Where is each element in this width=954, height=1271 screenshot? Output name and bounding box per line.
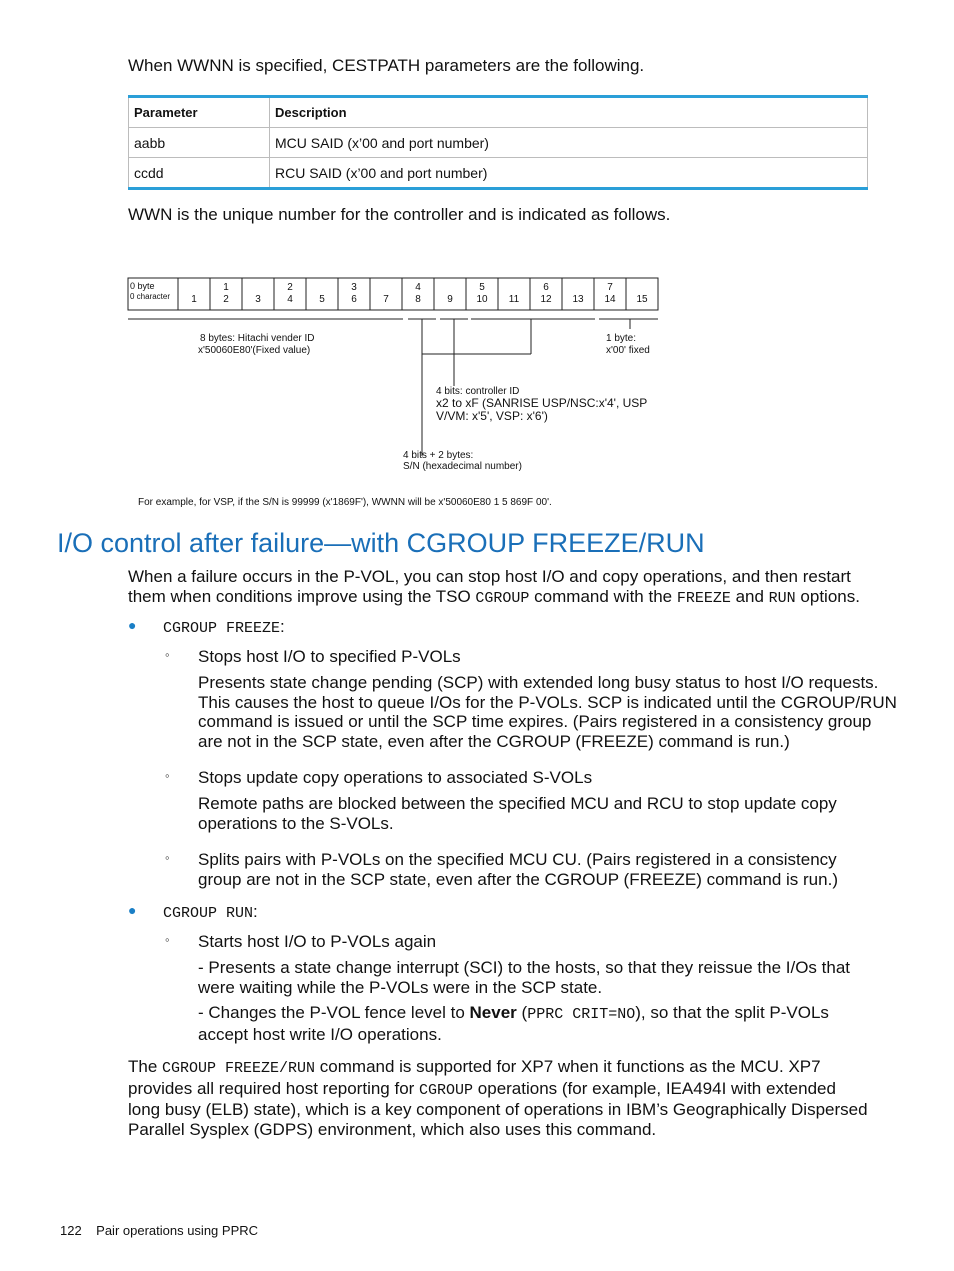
footer-title: Pair operations using PPRC (96, 1223, 259, 1238)
byte-index-label: 6 (543, 282, 549, 293)
text-span: : (253, 902, 258, 921)
list-item-title: Stops host I/O to specified P-VOLs (198, 647, 461, 666)
paragraph-line: Splits pairs with P-VOLs on the specified MCU CU. (Pairs registered in a consistency (198, 850, 837, 869)
code-span: PPRC CRIT=NO (527, 1006, 636, 1023)
paragraph-line: were waiting while the P-VOLs were in the SCP state. (198, 977, 603, 997)
freeze-heading (163, 617, 285, 639)
section-title: I/O control after failure—with CGROUP FREEZE/RUN (57, 528, 705, 558)
circle-bullet-icon: ◦ (165, 768, 170, 783)
text-span: provides all required host reporting for (128, 1078, 420, 1098)
sn-label: S/N (hexadecimal number) (403, 461, 522, 472)
run-heading (163, 902, 258, 924)
circle-bullet-icon: ◦ (165, 850, 170, 865)
controller-label: V/VM: x'5', VSP: x'6') (436, 409, 548, 423)
list-item-title: Stops update copy operations to associated S-VOLs (198, 768, 593, 787)
byte-index-label: 2 (287, 282, 293, 293)
paragraph-line (198, 1003, 829, 1025)
paragraph-line: - Presents a state change interrupt (SCI) to the hosts, so that they reissue the I/Os that (198, 958, 850, 977)
controller-label: x2 to xF (SANRISE USP/NSC:x'4', USP (436, 396, 648, 410)
page-number: 122 (60, 1223, 82, 1238)
circle-bullet-icon: ◦ (165, 647, 170, 662)
text-span: operations (for example, IEA494I with extended (473, 1078, 836, 1098)
text-span: ), so that the split P-VOLs (635, 1003, 829, 1022)
character-index-label: 7 (383, 294, 389, 305)
paragraph-line: operations to the S-VOLs. (198, 813, 394, 833)
paragraph-line: command is issued or until the SCP time expires. (Pairs registered in a consistency group (198, 712, 872, 731)
fixed-label: 1 byte: (606, 333, 637, 344)
circle-bullet-icon: ◦ (165, 932, 170, 947)
column-header: Description (270, 97, 868, 128)
paragraph-line (128, 587, 860, 609)
character-index-label: 3 (255, 294, 261, 305)
character-index-label: 8 (415, 294, 421, 305)
table-row (129, 128, 868, 158)
paragraph-line: Presents state change pending (SCP) with extended long busy status to host I/O requests. (198, 673, 879, 692)
character-index-label: 9 (447, 294, 453, 305)
sn-label: 4 bits + 2 bytes: (403, 450, 474, 461)
text-span: them when conditions improve using the TSO (128, 586, 476, 606)
page-footer (60, 1223, 258, 1238)
character-index-label: 2 (223, 294, 229, 305)
byte-index-label: 1 (223, 282, 229, 293)
wwn-diagram (120, 270, 680, 515)
table-cell: MCU SAID (x’00 and port number) (270, 128, 868, 158)
example-note: For example, for VSP, if the S/N is 99999 (x'1869F'), WWNN will be x'50060E80 1 5 869F 00'. (138, 497, 552, 508)
paragraph-line: Remote paths are blocked between the specified MCU and RCU to stop update copy (198, 794, 837, 813)
code-span: CGROUP FREEZE/RUN (162, 1060, 316, 1077)
table-cell: ccdd (129, 158, 270, 189)
controller-label: 4 bits: controller ID (436, 386, 520, 397)
text-span: : (280, 617, 285, 636)
paragraph-line (128, 1079, 868, 1101)
wwn-intro-text: WWN is the unique number for the controller and is indicated as follows. (128, 205, 671, 224)
byte-cell-row (128, 278, 658, 310)
paragraph-line: are not in the SCP state, even after the CGROUP (FREEZE) command is run.) (198, 731, 790, 751)
column-header: Parameter (129, 97, 270, 128)
first-cell-label: 0 byte (130, 281, 155, 291)
vendor-label: x'50060E80'(Fixed value) (198, 345, 311, 356)
character-index-label: 4 (287, 294, 293, 305)
code-span: CGROUP (475, 589, 530, 607)
list-item-body (198, 958, 850, 997)
byte-index-label: 3 (351, 282, 357, 293)
table-header-row (129, 97, 868, 128)
character-index-label: 1 (191, 294, 197, 305)
intro-paragraph (128, 567, 860, 608)
paragraph-line: This causes the host to queue I/Os for the P-VOLs. SCP is indicated until the CGROUP/RUN (198, 692, 897, 712)
text-span: command is supported for XP7 when it functions as the MCU. XP7 (315, 1057, 821, 1076)
character-index-label: 6 (351, 294, 357, 305)
paragraph-line: long busy (ELB) state), which is a key component of operations in IBM’s Geographically Dispersed (128, 1100, 868, 1119)
code-span: RUN (768, 589, 796, 607)
code-span: FREEZE (676, 589, 731, 607)
code-span: CGROUP FREEZE (163, 620, 281, 637)
text-span: The (128, 1057, 163, 1076)
character-index-label: 14 (604, 294, 616, 305)
paragraph-line: When a failure occurs in the P-VOL, you can stop host I/O and copy operations, and then restart (128, 567, 851, 586)
code-span: CGROUP (419, 1081, 474, 1099)
text-span: and (730, 586, 769, 606)
list-item-body (198, 673, 897, 751)
bold-span: Never (469, 1003, 517, 1022)
character-index-label: 12 (540, 294, 552, 305)
first-cell-label: 0 character (130, 292, 171, 301)
intro-text: When WWNN is specified, CESTPATH parameters are the following. (128, 56, 645, 75)
code-span: CGROUP RUN (163, 905, 254, 922)
vendor-label: 8 bytes: Hitachi vender ID (200, 333, 315, 344)
paragraph-line: Parallel Sysplex (GDPS) environment, which also uses this command. (128, 1119, 657, 1139)
character-index-label: 5 (319, 294, 325, 305)
fixed-label: x'00' fixed (606, 345, 650, 356)
text-span: command with the (529, 586, 677, 606)
paragraph-line: accept host write I/O operations. (198, 1024, 442, 1044)
table-row (129, 158, 868, 189)
byte-index-label: 5 (479, 282, 485, 293)
character-index-label: 10 (476, 294, 488, 305)
table-cell: RCU SAID (x’00 and port number) (270, 158, 868, 189)
table-cell: aabb (129, 128, 270, 158)
paragraph-line (128, 1057, 868, 1079)
byte-index-label: 7 (607, 282, 613, 293)
paragraph-line: group are not in the SCP state, even after the CGROUP (FREEZE) command is run.) (198, 869, 838, 889)
byte-index-label: 4 (415, 282, 421, 293)
bullet-icon: ● (128, 902, 137, 918)
list-item-body (198, 1003, 829, 1044)
list-item-body (198, 794, 837, 833)
text-span: - Changes the P-VOL fence level to (198, 1003, 470, 1022)
closing-paragraph (128, 1057, 868, 1139)
bullet-icon: ● (128, 617, 137, 633)
list-item-title: Starts host I/O to P-VOLs again (198, 932, 437, 951)
character-index-label: 11 (508, 294, 520, 305)
list-item-title (198, 850, 838, 889)
character-index-label: 13 (572, 294, 584, 305)
character-index-label: 15 (636, 294, 648, 305)
text-span: ( (516, 1003, 528, 1022)
text-span: options. (795, 586, 860, 606)
parameter-table (128, 95, 868, 190)
